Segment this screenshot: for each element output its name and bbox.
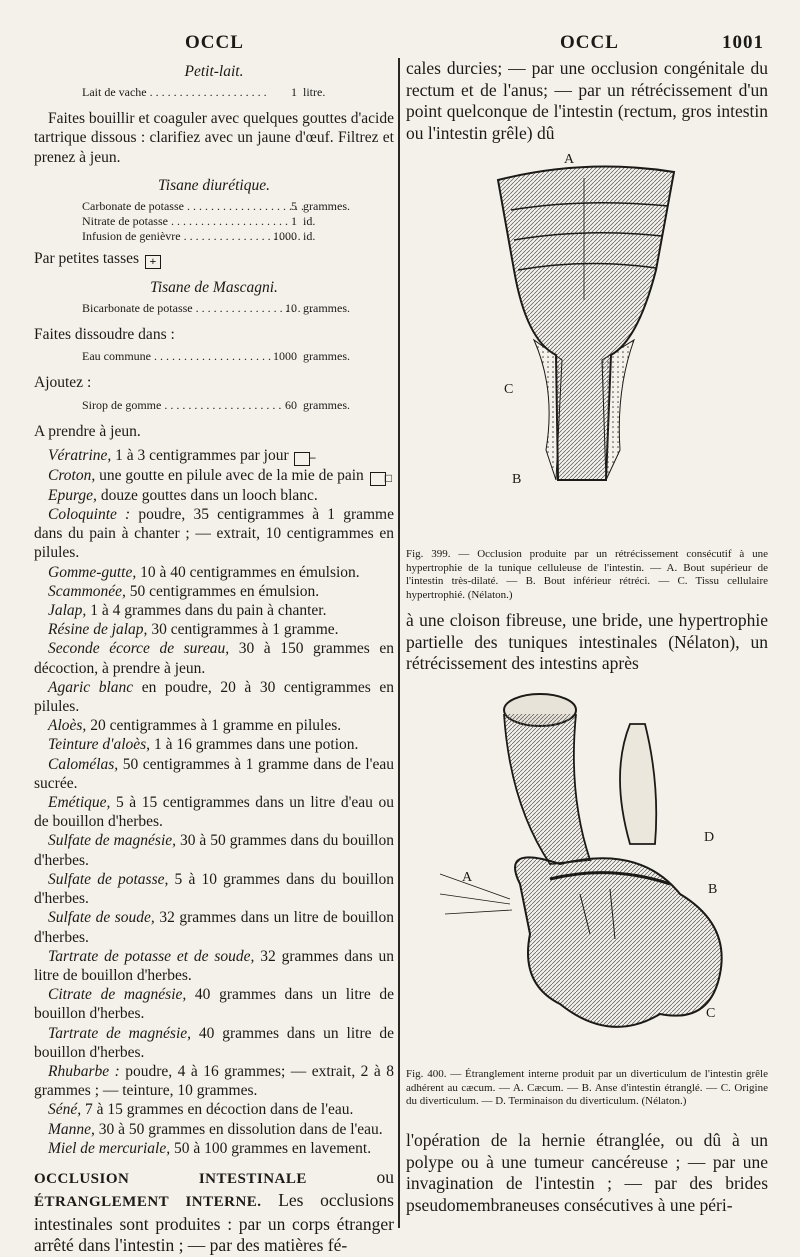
- drug-item: [34, 985, 394, 1023]
- recipe-name: Sirop de gomme . . .: [82, 398, 257, 413]
- drug-item: [34, 1062, 394, 1100]
- mascagni-title: Tisane de Mascagni.: [150, 279, 278, 297]
- drug-item: [34, 446, 394, 466]
- column-divider: [398, 58, 400, 1228]
- petites-tasses-text: Par petites tasses: [34, 250, 140, 268]
- section-heading: OCCLUSION INTESTINALE: [34, 1170, 307, 1187]
- recipe-name: Nitrate de potasse . . .: [82, 214, 257, 229]
- drug-dosage: 30 à 50 grammes en dissolution dans de l'eau.: [94, 1120, 383, 1138]
- recipe-row: [34, 301, 394, 316]
- drug-dosage: 40 grammes dans un litre de bouillon d'herbes.: [34, 1024, 394, 1061]
- drug-dosage: 50 centigrammes en émulsion.: [125, 582, 320, 600]
- drug-name: Scammonée,: [48, 582, 126, 600]
- drug-name: Coloquinte :: [48, 506, 131, 524]
- drug-name: Miel de mercuriale,: [48, 1139, 171, 1157]
- fig399-label-c: C: [504, 382, 514, 397]
- symbol-box-icon: □: [370, 472, 386, 486]
- drug-dosage: 1 à 3 centigrammes par jour: [111, 446, 293, 464]
- fig399-label-a: A: [564, 152, 575, 167]
- drug-name: Emétique,: [48, 794, 111, 812]
- drug-name: Seconde écorce de sureau,: [48, 640, 230, 658]
- drug-dosage: 20 centigrammes à 1 gramme en pilules.: [86, 717, 342, 735]
- fig399-caption: Fig. 399. — Occlusion produite par un rétrécissement consécutif à une hypertrophie de la tunique celluleuse de l'intestin. — A. Bout supérieur de l'intestin très-dilaté. — B. Bout inférieur rétréci. — C. Tissu cellulaire hypertrophié. (Nélaton.): [406, 548, 768, 601]
- drug-dosage: 30 à 150 grammes en décoction, à prendre à jeun.: [34, 640, 394, 677]
- recipe-unit: grammes.: [303, 199, 350, 214]
- fig400-label-b: B: [708, 882, 718, 897]
- drug-item: [34, 486, 394, 505]
- recipe-unit: grammes.: [303, 349, 350, 364]
- recipe-unit: grammes.: [303, 397, 350, 412]
- drug-name: Sulfate de soude,: [48, 909, 155, 927]
- right-paragraph-3: l'opération de la hernie étranglée, ou dû à un polype ou à une tumeur cancéreuse ; — par une invagination de l'intestin ; — par des brides pseudomembraneuses consécutives à une péri-: [406, 1130, 768, 1215]
- recipe-qty: 60: [285, 397, 297, 412]
- drug-item: [34, 1024, 394, 1062]
- drug-item: [34, 908, 394, 946]
- recipe-row: [34, 229, 394, 244]
- drug-name: Croton,: [48, 466, 96, 484]
- recipe-qty: 1000: [273, 229, 297, 244]
- drug-item: [34, 716, 394, 735]
- drug-item: [34, 678, 394, 716]
- drug-dosage: 7 à 15 grammes en décoction dans de l'eau.: [81, 1101, 354, 1119]
- drug-name: Séné,: [48, 1101, 82, 1119]
- heading-text: Les occlusions intestinales sont produites : par un corps étranger arrêté dans l'intestin ; — par des matières fé-: [34, 1190, 394, 1256]
- recipe-row: [34, 214, 394, 229]
- figure-399: [406, 150, 768, 542]
- drug-item: [34, 466, 394, 486]
- section-heading-2: ÉTRANGLEMENT INTERNE.: [34, 1194, 262, 1211]
- right-paragraph-2: à une cloison fibreuse, une bride, une hypertrophie partielle des tuniques intestinales (Nélaton), un rétrécissement des intestins après: [406, 610, 768, 673]
- petit-lait-rows: [34, 85, 394, 100]
- fig400-label-d: D: [704, 830, 715, 845]
- page-number: 1001: [722, 32, 764, 53]
- drug-name: Epurge,: [48, 486, 97, 504]
- occlusion-heading-paragraph: [34, 1167, 394, 1257]
- recipe-qty: 1000: [273, 349, 297, 364]
- recipe-qty: 5: [291, 199, 297, 214]
- drug-item: [34, 563, 394, 582]
- drug-dosage: 50 centigrammes à 1 gramme dans de l'eau sucrée.: [34, 755, 394, 792]
- symbol-box-icon: −: [294, 452, 310, 466]
- right-paragraph-1: cales durcies; — par une occlusion congénitale du rectum et de l'anus; — par un rétrécissement d'un point quelconque de l'intestin (rectum, gros intestin ou l'intestin grêle) dû: [406, 58, 768, 143]
- recipe-name: Lait de vache . . .: [82, 85, 257, 100]
- drug-name: Calomélas,: [48, 755, 119, 773]
- recipe-row: [34, 85, 394, 100]
- fig399-label-b: B: [512, 472, 522, 487]
- drug-item: [34, 620, 394, 639]
- figure-400: [440, 684, 768, 1064]
- petites-tasses-line: [34, 249, 394, 269]
- drug-dosage: 10 à 40 centigrammes en émulsion.: [136, 563, 360, 581]
- drug-item: [34, 831, 394, 869]
- mascagni-rows: [34, 301, 394, 316]
- drug-name: Tartrate de potasse et de soude,: [48, 947, 255, 965]
- fig400-caption: Fig. 400. — Étranglement interne produit par un diverticulum de l'intestin grêle adhérent au cæcum. — A. Cæcum. — B. Anse d'intestin étranglé. — C. Origine du diverticulum. — D. Terminaison du diverticulum. (Nélaton.): [406, 1068, 768, 1107]
- left-column: [34, 60, 394, 1257]
- recipe-row: [34, 398, 394, 413]
- drug-name: Aloès,: [48, 717, 87, 735]
- drug-dosage: douze gouttes dans un looch blanc.: [96, 486, 318, 504]
- drug-name: Gomme-gutte,: [48, 563, 137, 581]
- plus-symbol-icon: +: [145, 255, 161, 269]
- recipe-unit: grammes.: [303, 301, 350, 316]
- a-jeun-line: A prendre à jeun.: [34, 422, 141, 440]
- drug-list: [34, 446, 394, 1158]
- drug-item: [34, 793, 394, 831]
- drug-item: [34, 582, 394, 601]
- drug-dosage: 40 grammes dans un litre de bouillon d'herbes.: [34, 986, 395, 1023]
- drug-name: Teinture d'aloès,: [48, 736, 151, 754]
- recipe-name: Carbonate de potasse . . .: [82, 199, 257, 214]
- drug-dosage: 1 à 16 grammes dans une potion.: [150, 736, 359, 754]
- drug-item: [34, 1120, 394, 1139]
- right-column: [406, 58, 768, 144]
- recipe-unit: id.: [303, 214, 316, 229]
- drug-name: Agaric blanc: [48, 678, 134, 696]
- drug-dosage: 50 à 100 grammes en lavement.: [170, 1139, 372, 1157]
- dissoudre-line: Faites dissoudre dans :: [34, 326, 175, 344]
- drug-dosage: 5 à 15 centigrammes dans un litre d'eau ou de bouillon d'herbes.: [34, 794, 394, 831]
- drug-item: [34, 755, 394, 793]
- drug-name: Citrate de magnésie,: [48, 986, 187, 1004]
- drug-name: Sulfate de magnésie,: [48, 832, 177, 850]
- drug-name: Tartrate de magnésie,: [48, 1024, 192, 1042]
- drug-name: Jalap,: [48, 602, 87, 620]
- recipe-unit: id.: [303, 229, 316, 244]
- recipe-row: [34, 199, 394, 214]
- drug-name: Vératrine,: [48, 446, 112, 464]
- drug-name: Rhubarbe :: [48, 1062, 120, 1080]
- drug-name: Manne,: [48, 1120, 95, 1138]
- drug-dosage: 32 grammes dans un litre de bouillon d'herbes.: [34, 947, 394, 984]
- drug-dosage: 30 centigrammes à 1 gramme.: [147, 621, 339, 639]
- recipe-qty: 1: [291, 85, 297, 100]
- drug-item: [34, 505, 394, 563]
- paragraph-petit-lait: Faites bouillir et coaguler avec quelques gouttes d'acide tartrique dissous : clarifiez avec un jaune d'œuf. Filtrez et prenez à jeun.: [34, 110, 394, 166]
- drug-dosage: 5 à 10 grammes dans du bouillon d'herbes.: [34, 870, 394, 908]
- drug-item: [34, 1139, 394, 1158]
- recipe-row: [34, 349, 394, 364]
- drug-item: [34, 601, 394, 620]
- recipe-qty: 10: [285, 301, 297, 316]
- drug-dosage: en poudre, 20 à 30 centigrammes en pilules.: [34, 678, 394, 716]
- ajoutez-line: Ajoutez :: [34, 374, 92, 392]
- tisane-title: Tisane diurétique.: [158, 176, 270, 194]
- drug-item: [34, 735, 394, 754]
- fig400-label-c: C: [706, 1006, 716, 1021]
- drug-dosage: 1 à 4 grammes dans du pain à chanter.: [86, 602, 327, 620]
- eau-rows: [34, 349, 394, 364]
- running-head-left: OCCL: [185, 32, 244, 53]
- sirop-rows: [34, 398, 394, 413]
- drug-item: [34, 870, 394, 908]
- drug-dosage: poudre, 4 à 16 grammes; — extrait, 2 à 8 grammes ; — teinture, 10 grammes.: [34, 1062, 394, 1100]
- recipe-name: Infusion de genièvre . . .: [82, 229, 257, 244]
- drug-dosage: 30 à 50 grammes dans du bouillon d'herbes.: [34, 832, 394, 869]
- recipe-name: Eau commune . . .: [82, 349, 257, 364]
- recipe-qty: 1: [291, 214, 297, 229]
- heading-ou: ou: [306, 1166, 395, 1187]
- drug-dosage: une goutte en pilule avec de la mie de pain: [95, 466, 368, 484]
- strangulated-intestine-illustration: [440, 684, 768, 1064]
- running-head-center: OCCL: [560, 32, 619, 53]
- drug-name: Sulfate de potasse,: [48, 870, 169, 888]
- recipe-name: Bicarbonate de potasse . . .: [82, 301, 257, 316]
- recipe-unit: litre.: [303, 85, 326, 100]
- drug-item: [34, 1100, 394, 1119]
- drug-dosage: poudre, 35 centigrammes à 1 gramme dans du pain à chanter ; — extrait, 10 centigrammes en pilules.: [34, 506, 394, 562]
- drug-name: Résine de jalap,: [48, 621, 148, 639]
- drug-item: [34, 947, 394, 985]
- petit-lait-title: Petit-lait.: [184, 63, 244, 80]
- fig400-label-a: A: [462, 870, 473, 885]
- drug-dosage: 32 grammes dans un litre de bouillon d'herbes.: [34, 909, 394, 946]
- drug-item: [34, 639, 394, 677]
- tisane-rows: [34, 199, 394, 244]
- intestine-stricture-illustration: [406, 150, 768, 542]
